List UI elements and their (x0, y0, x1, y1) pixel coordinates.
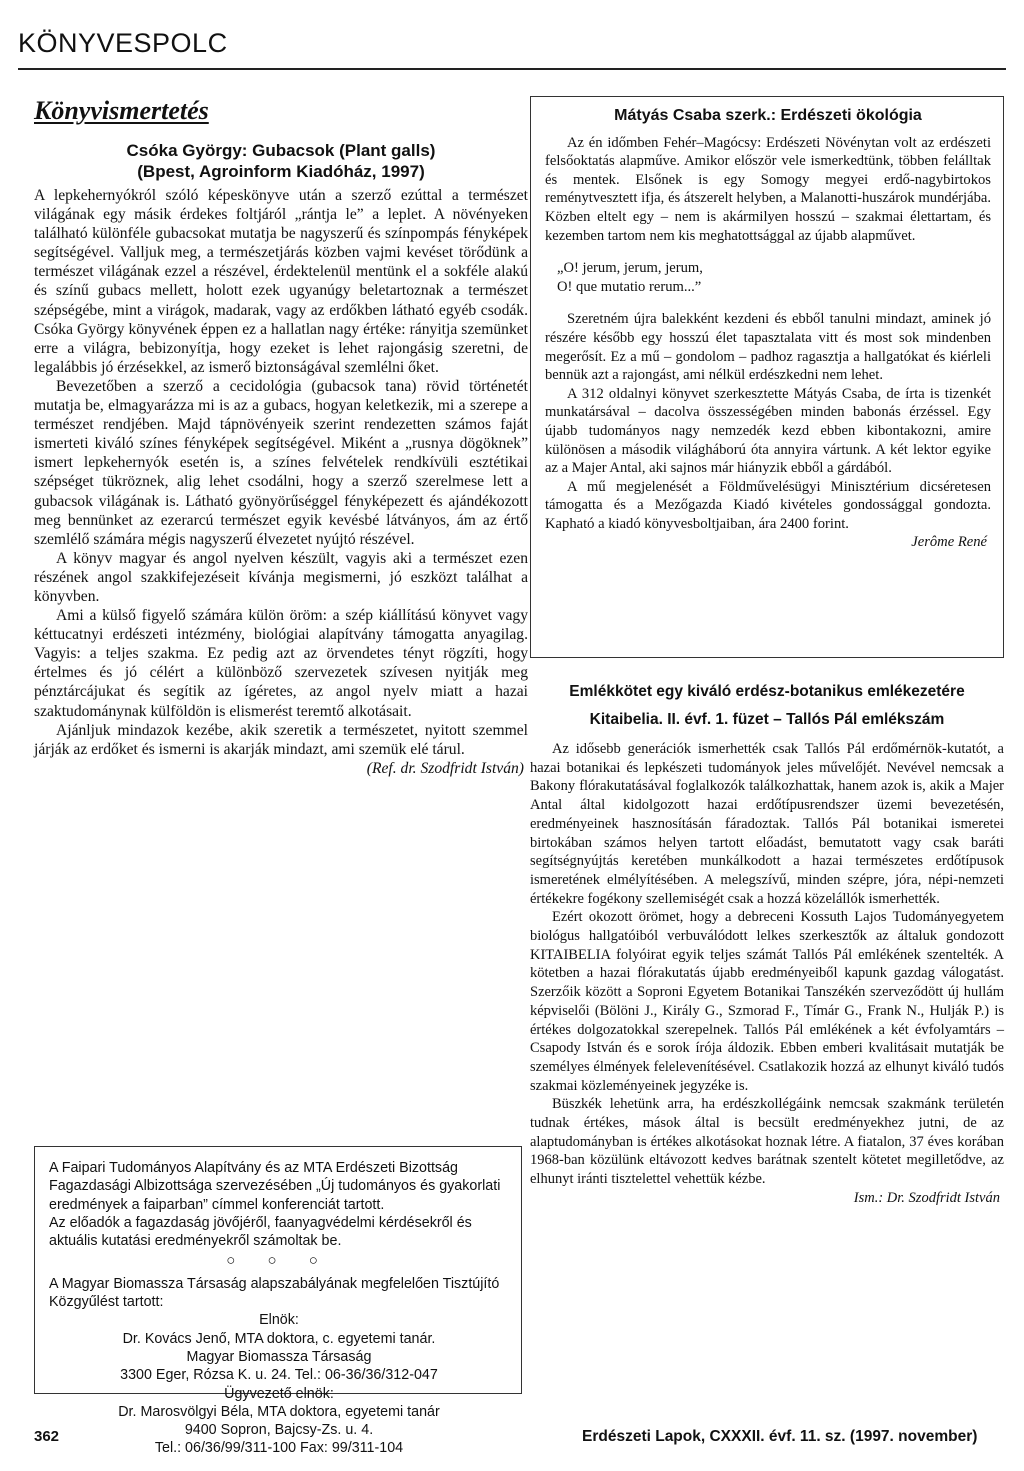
notice-separator: ○ ○ ○ (226, 1252, 332, 1270)
review1-paragraph: Bevezetőben a szerző a cecidológia (gubacsok tana) rövid történetét mutatja be, elmagyarázza mi is az a gubacs, hogyan keletkezik, mi a szerepe a természet rendjében. Majd tápnövényeik szerint rendezetten számos faját ismerteti kiváló színes fényképek segítségével. Miként a „rusnya dögöknek” ismert lepkehernyók esetén is, a színes felvételek rendkívüli esztétikai szépséget tükröznek, alig lehet csodálni, hogy a szerző szerelmese lett a gubacsok világának is. Látható gyönyörűséggel fényképezett és ajándékozott meg bennünket az ezerarcú természet egyik kevésbé látványos, ám az értő szemlélő számára mégis nagyszerű élvezetet nyújtó részével. (34, 377, 528, 548)
review3-paragraph: Ezért okozott örömet, hogy a debreceni Kossuth Lajos Tudományegyetem biológus hallgatóiból verbuválódott lelkes szerkesztők az általuk gondozott KITAIBELIA folyóirat egyik teljes számát Tallós Pál emlékének szentelték. A kötetben a hazai flórakutatás újabb eredményeiből kapunk gazdag válogatást. Szerzőik között a Soproni Egyetem Botanikai Tanszékén szerveződött új hullám képviselői (Bölöni J., Király G., Szmorad F., Tímár G., Frank N., Hulják P.) is értékes dolgozatokkal szerepelnek. Tallós Pál emlékének a két évfolyamtárs – Csapody István és e sorok írója áldozik. Ebben emberi kvalitásait mutatják be személyes élmények felelevenítésével. Csatlakozik hozzá az elhunyt kiváló tudós szakmai közleményeinek jegyzéke is. (530, 909, 1004, 1094)
review3-signature: Ism.: Dr. Szodfridt István (853, 1189, 1000, 1206)
section-title: Könyvismertetés (34, 96, 209, 125)
review3-title2: Kitaibelia. II. évf. 1. füzet – Tallós Pál emlékszám (589, 711, 945, 728)
notice-line: Tel.: 06/36/99/311-100 Fax: 99/311-104 (154, 1440, 404, 1457)
review3-title1: Emlékkötet egy kiváló erdész-botanikus emlékezetére (569, 683, 965, 700)
notice-line: Elnök: (259, 1312, 299, 1329)
review1-title-line2: (Bpest, Agroinform Kiadóház, 1997) (137, 162, 425, 181)
header-rule (18, 68, 1006, 70)
review2-quote (557, 259, 991, 296)
review1-paragraph: A lepkehernyókról szóló képeskönyve után a szerző ezúttal a természet világának egy másik érdekes foltjáról „rántja le” a leplet. A növényeken található különféle gubacsokat mutatja be nagyszerű és színpompás fényképek segítségével. Valljuk meg, a természetjárás közben vajmi kevéset törődünk a természet világának ezzel a részével, érdektelenül mentünk el a sokféle alakú és színű gubacs mellett, holott ezek ugyanúgy beletartoznak a természet szépségébe, mint a virágok, madarak, vagy az erdőkben látható egyéb csodák. Csóka György könyvének éppen ez a hallatlan nagy értéke: rányitja szemünket erre a világra, bebizonyítja, hogy ezeket is lehet rajongásig szeretni, de legalábbis jó érzésekkel, az ismerő biztonságával szemlélni őket. (34, 187, 528, 376)
review1-paragraph: Ajánljuk mindazok kezébe, akik szeretik a természetet, nyitott szemmel járják az erdőket és ismerni is akarják mindazt, ami szemük elé tárul. (34, 721, 528, 758)
review2-paragraph: Szeretném újra balekként kezdeni és ebből tanulni mindazt, aminek jó részére később egy hosszú élet tapasztalata vitt és most sok mindenben megerősít. Ez a mű – gondolom – padhoz ragasztja a hallgatókat és kiérleli bennük azt a rajongást, ami nélkül erdészkedni nem lehet. (545, 311, 991, 384)
review3 (530, 682, 1004, 1208)
review2-quote-line: „O! jerum, jerum, jerum, (557, 260, 703, 277)
review2-paragraph: A mű megjelenését a Földművelésügyi Minisztérium dicséretesen támogatta és a Mezőgazda Kiadó kivételes gondossággal gondozta. Kapható a kiadó könyvesboltjaiban, ára 2400 forint. (545, 478, 991, 532)
notice-para1: A Faipari Tudományos Alapítvány és az MTA Erdészeti Bizottság Fagazdasági Albizottsága szervezésében „Új tudományos és gyakorlati eredmények a faiparban” címmel konferenciát tartott. (49, 1160, 501, 1213)
review1-paragraph: A könyv magyar és angol nyelven készült, vagyis aki a természet ezen részének angol szakkifejezéseit kívánja megismerni, jó eszközt találhat a könyvben. (34, 549, 528, 605)
notice-line: Magyar Biomassza Társaság (186, 1348, 372, 1365)
notice-line: Dr. Kovács Jenő, MTA doktora, c. egyetemi tanár. (122, 1330, 436, 1347)
notice-line: 9400 Sopron, Bajcsy-Zs. u. 4. (184, 1422, 374, 1439)
review1-body (34, 186, 528, 778)
review2-quote-line: O! que mutatio rerum...” (557, 278, 702, 295)
notice-line: Dr. Marosvölgyi Béla, MTA doktora, egyetemi tanár (118, 1403, 440, 1420)
review1-signature: (Ref. dr. Szodfridt István) (366, 759, 524, 777)
notice-para3: A Magyar Biomassza Társaság alapszabályának megfelelően Tisztújító Közgyűlést tartott: (49, 1275, 500, 1311)
review1-title (34, 140, 528, 182)
review2-body (545, 134, 991, 552)
section-header: KÖNYVESPOLC (18, 28, 228, 58)
notice-line: Ügyvezető elnök: (224, 1385, 334, 1402)
notice-line: 3300 Eger, Rózsa K. u. 24. Tel.: 06-36/36/312-047 (120, 1367, 438, 1384)
journal-footer: Erdészeti Lapok, CXXXII. évf. 11. sz. (1997. november) (582, 1428, 978, 1445)
notice-para2: Az előadók a fagazdaság jövőjéről, faanyagvédelmi kérdésekről és aktuális kutatási eredményekről számoltak be. (49, 1214, 472, 1250)
review2-box (530, 96, 1004, 658)
review1-paragraph: Ami a külső figyelő számára külön öröm: a szép kiállítású könyvet vagy kéttucatnyi erdészeti intézmény, biológiai alapítvány támogatta anyagilag. Vagyis: a teljes szakma. Ez pedig azt az örvendetes tényt rögzíti, hogy értelmes és jó célért a különböző szervezetek szívesen nyitják meg pénztárcájukat és segítik az ígéretes, az angol nyelv miatt a hazai szaktudománynak külföldön is elismerést teremtő alkotásait. (34, 607, 528, 720)
review1-title-line1: Csóka György: Gubacsok (Plant galls) (126, 141, 436, 160)
review2-paragraph: Az én időmben Fehér–Magócsy: Erdészeti Növénytan volt az erdészeti felsőoktatás alapműve. Amikor először vele ismerkedtünk, többen felálltak és mentek. Elsőnek is egy Somogy megyei erdő-nagybirtokos reménytvesztett ifja, és átszerelt helyben, a Malanotti-huszárok mundérjába. Közben eltelt egy – nem is akármilyen hosszú – szakmai élettartam, és kezemben tartom nem kis meghatottsággal az újabb alapművet. (545, 134, 991, 244)
review3-paragraph: Az idősebb generációk ismerhették csak Tallós Pál erdőmérnök-kutatót, a hazai botanikai és lepkészeti tudományok jeles művelőjét. Nevével nemcsak a Bakony flórakutatásával foglalkozók találkozhattak, hanem azok is, akik a Majer Antal által kidolgozott hazai erdőtípusrendszer üzemi bevezetésén, eredményeinek hasznosításán fáradoztak. Tallós Pál botanikai ismeretei birtokában számos helyen tartott előadást, bemutatott vagy csak baráti segítségnyújtás keretében munkálkodott a hazai természetes erdőtípusok ismeretének elmélyítésében. A melegszívű, minden szépre, jóra, népi-nemzeti értékekre fogékony szellemiségét csak a hozzá közelállók ismerhették. (530, 741, 1004, 907)
review3-paragraph: Büszkék lehetünk arra, ha erdészkollégáink nemcsak szakmánk területén tudnak értékes, mások által is becsült eredményekhez jutni, de az alaptudományban is értékes alkotásokat hoznak létre. A fiatalon, 37 éves korában 1968-ban közülünk eltávozott kedves barátnak szentelt kötetet megilletődve, az elhunyt iránti tisztelettel vehettük kézbe. (530, 1096, 1004, 1188)
review2-paragraph: A 312 oldalnyi könyvet szerkesztette Mátyás Csaba, de írta is tizenkét munkatársával – dacolva összességében minden babonás érzéssel. Egy újabb tudományos nagy nemzedék kezd ebben kibontakozni, amire különösen a második világháború óta annyira vártunk. A két lektor egyike az a Majer Antal, aki sajnos már hiányzik ebből a gárdából. (545, 385, 991, 477)
review3-body (530, 740, 1004, 1208)
page-number: 362 (34, 1428, 60, 1445)
review2-signature: Jerôme René (911, 534, 987, 551)
review2-title: Mátyás Csaba szerk.: Erdészeti ökológia (614, 107, 922, 124)
